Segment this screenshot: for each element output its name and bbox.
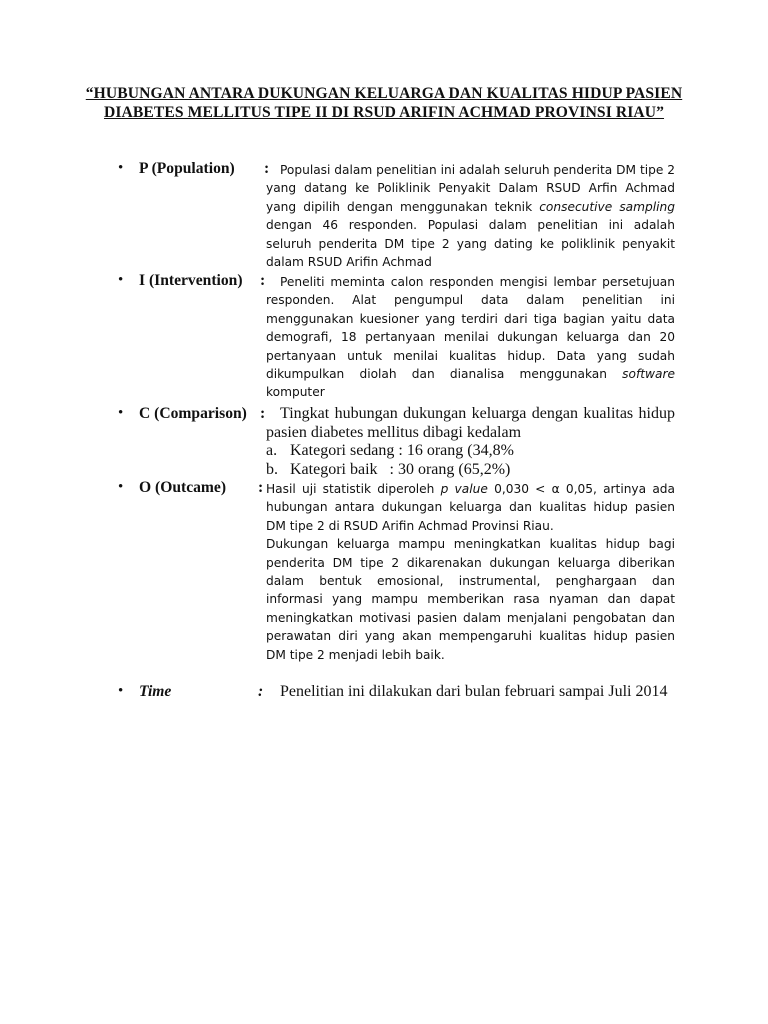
item-label-outcome: O (Outcame)	[139, 479, 227, 496]
item-colon: :	[264, 160, 270, 177]
item-label-population: P (Population)	[139, 160, 235, 177]
bullet-icon: •	[118, 683, 124, 699]
list-item: b. Kategori baik : 30 orang (65,2%)	[266, 460, 511, 478]
comparison-category-list	[266, 442, 675, 479]
bullet-icon: •	[118, 405, 124, 421]
item-colon: :	[258, 479, 264, 496]
item-text-intervention: Peneliti meminta calon responden mengisi lembar persetujuan responden. Alat pengumpul data dalam penelitian ini menggunakan kuesioner yang terdiri dari tiga bagian yaitu data demografi, 18 pertanyaan menilai dukungan keluarga dan 20 pertanyaan untuk menilai kualitas hidup. Data yang sudah dikumpulkan diolah dan dianalisa menggunakan software komputer	[266, 275, 675, 400]
item-text-comparison: Tingkat hubungan dukungan keluarga dengan kualitas hidup pasien diabetes mellitus dibagi kedalam a. Kategori sedang : 16 orang (34,8% b. Kategori baik : 30 orang (65,2%)	[266, 405, 675, 478]
bullet-icon: •	[118, 160, 124, 176]
list-item: a. Kategori sedang : 16 orang (34,8%	[266, 442, 514, 460]
outcome-paragraph-2: Dukungan keluarga mampu meningkatkan kualitas hidup bagi penderita DM tipe 2 dikarenakan dukungan keluarga diberikan dalam bentuk emosional, instrumental, penghargaan dan informasi yang mampu memberikan rasa nyaman dan dapat meningkatkan motivasi pasien dalam menjalani pengobatan dan perawatan diri yang akan mempengaruhi kualitas hidup pasien DM tipe 2 menjadi lebih baik.	[266, 537, 675, 662]
item-text-time: Penelitian ini dilakukan dari bulan februari sampai Juli 2014	[280, 683, 668, 700]
document-title: “HUBUNGAN ANTARA DUKUNGAN KELUARGA DAN KUALITAS HIDUP PASIEN DIABETES MELLITUS TIPE II DI RSUD ARIFIN ACHMAD PROVINSI RIAU”	[85, 85, 683, 121]
bullet-icon: •	[118, 479, 124, 495]
item-colon: :	[260, 272, 266, 289]
bullet-icon: •	[118, 272, 124, 288]
item-colon: :	[260, 405, 266, 422]
item-label-intervention: I (Intervention)	[139, 272, 243, 289]
item-label-comparison: C (Comparison)	[139, 405, 247, 422]
item-text-outcome: Hasil uji statistik diperoleh p value 0,030 < α 0,05, artinya ada hubungan antara dukungan keluarga dan kualitas hidup pasien DM tipe 2 di RSUD Arifin Achmad Provinsi Riau. Dukungan keluarga mampu meningkatkan kualitas hidup bagi penderita DM tipe 2 dikarenakan dukungan keluarga diberikan dalam bentuk emosional, instrumental, penghargaan dan informasi yang mampu memberikan rasa nyaman dan dapat meningkatkan motivasi pasien dalam menjalani pengobatan dan perawatan diri yang akan mempengaruhi kualitas hidup pasien DM tipe 2 menjadi lebih baik.	[266, 480, 675, 664]
item-label-time: Time	[139, 683, 172, 700]
item-text-population: Populasi dalam penelitian ini adalah seluruh penderita DM tipe 2 yang datang ke Poliklinik Penyakit Dalam RSUD Arfin Achmad yang dipilih dengan menggunakan teknik consecutive sampling dengan 46 responden. Populasi dalam penelitian ini adalah seluruh penderita DM tipe 2 yang dating ke poliklinik penyakit dalam RSUD Arifin Achmad	[266, 163, 675, 270]
item-colon: :	[258, 683, 264, 700]
